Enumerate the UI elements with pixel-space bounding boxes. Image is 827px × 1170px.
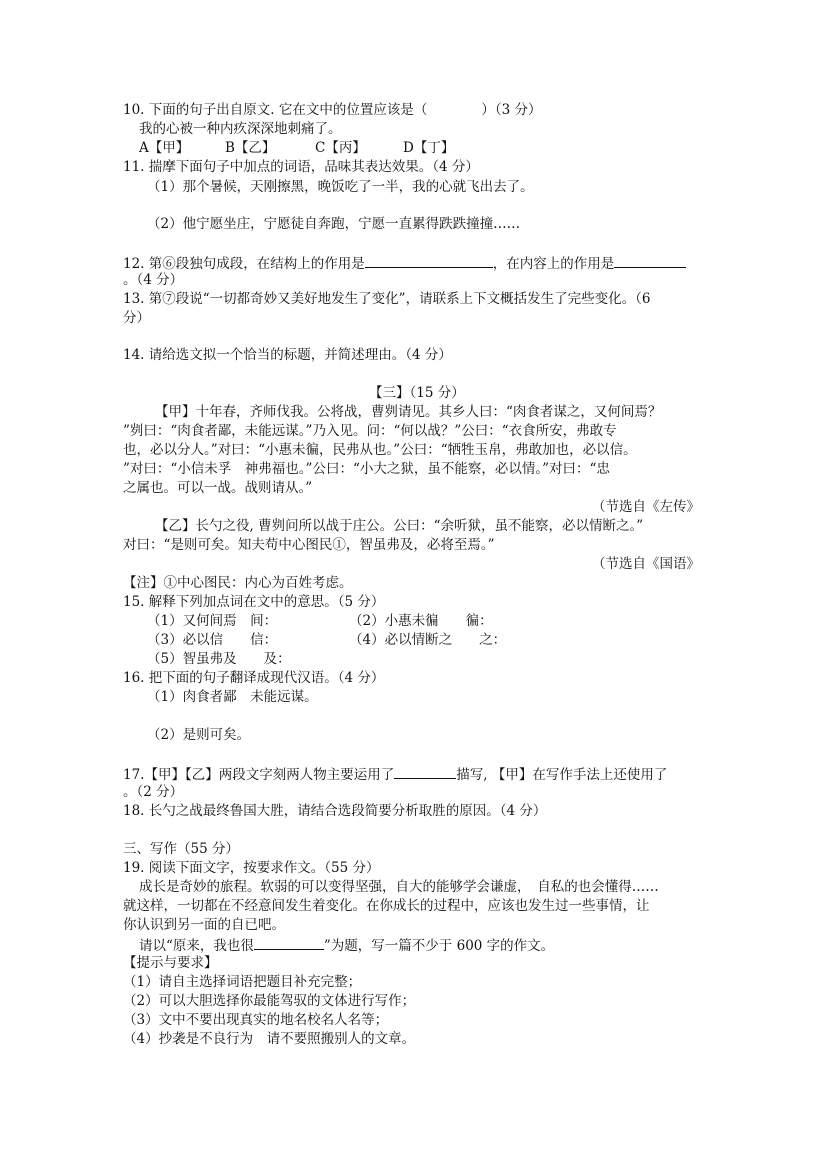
q12-blank-1 bbox=[365, 253, 493, 268]
q11-item-1: （1）那个暑候，天刚擦黑，晚饭吃了一半，我的心就飞出去了。 bbox=[147, 179, 534, 195]
q15-stem: 15. 解释下列加点词在文中的意思。（5 分） bbox=[123, 594, 385, 610]
q16-stem: 16. 把下面的句子翻译成现代汉语。（4 分） bbox=[123, 670, 385, 686]
passage-a-line-4: ”对曰：“小信未孚 神弗福也。”公曰：“小大之狱，虽不能察，必以情。”对曰：“忠 bbox=[123, 461, 610, 477]
q17-blank bbox=[394, 764, 456, 779]
passage-b-line-2: 对曰：“是则可矣。知夫苟中心图民①，智虽弗及，必将至焉。” bbox=[123, 537, 495, 553]
tip-2: （2）可以大胆选择你最能驾驭的文体进行写作； bbox=[123, 993, 416, 1009]
passage-a-source: （节选自《左传》 bbox=[592, 499, 700, 515]
q13-line-2: 分） bbox=[123, 310, 150, 326]
passage-a-line-5: 之属也。可以一战。战则请从。” bbox=[123, 480, 313, 496]
tips-title: 【提示与要求】 bbox=[123, 955, 218, 971]
q17-part-2: 描写, 【甲】在写作手法上还使用了 bbox=[456, 767, 668, 783]
section-3-title: 【三】（15 分） bbox=[369, 385, 465, 401]
q13-line-1: 13. 第⑦段说“一切都奇妙又美好地发生了变化”，请联系上下文概括发生了完些变化。（6 bbox=[123, 291, 651, 307]
q10-sentence: 我的心被一种内疚深深地刺痛了。 bbox=[139, 121, 342, 137]
q12-line bbox=[123, 253, 686, 273]
tip-3: （3）文中不要出现真实的地名校名人名等； bbox=[123, 1012, 389, 1028]
passage-a-line-2: ”刿曰：“肉食者鄙，未能远谋。”乃入见。问：“何以战？”公曰：“衣食所安，弗敢专 bbox=[123, 423, 617, 439]
q15-item-5: （5）智虽弗及 及： bbox=[147, 651, 291, 667]
passage-a-line-3: 也，必以分人。”对曰：“小惠未徧，民弗从也。”公曰：“牺牲玉帛，弗敢加也，必以信。 bbox=[123, 442, 637, 458]
option-d: D【丁】 bbox=[403, 140, 455, 156]
q19-title-blank bbox=[254, 935, 324, 950]
q12-part-1: 12. 第⑥段独句成段，在结构上的作用是 bbox=[123, 256, 365, 272]
option-b: B【乙】 bbox=[225, 140, 276, 156]
passage-b-line-1: 【乙】长勺之役, 曹刿问所以战于庄公。公曰：“余听狱，虽不能察，必以情断之。” bbox=[155, 518, 644, 534]
q18: 18. 长勺之战最终鲁国大胜，请结合选段简要分析取胜的原因。（4 分） bbox=[123, 803, 547, 819]
writing-section-title: 三、写作（55 分） bbox=[123, 841, 239, 857]
q11-stem: 11. 揣摩下面句子中加点的词语，品味其表达效果。（4 分） bbox=[123, 159, 479, 175]
passage-b-source: （节选自《国语》 bbox=[592, 556, 700, 572]
q15-item-4: （4）必以情断之 之： bbox=[349, 632, 507, 648]
q10-options bbox=[139, 139, 454, 157]
q19-title-instruction bbox=[139, 935, 554, 955]
q19-title-part-2: ”为题，写一篇不少于 600 字的作文。 bbox=[323, 938, 555, 954]
q19-paragraph-3: 你认识到另一面的自已吧。 bbox=[123, 917, 285, 933]
option-a: A【甲】 bbox=[139, 140, 190, 156]
q19-paragraph-1: 成长是奇妙的旅程。软弱的可以变得坚强，自大的能够学会谦虚， 自私的也会懂得…… bbox=[139, 879, 659, 895]
q12-blank-2 bbox=[614, 253, 686, 268]
q17-cont: 。（2 分） bbox=[123, 784, 184, 800]
q16-item-1: （1）肉食者鄙 未能远谋。 bbox=[147, 689, 318, 705]
q12-cont: 。（4 分） bbox=[123, 272, 184, 288]
q19-title-part-1: 请以“原来，我也很 bbox=[139, 938, 254, 954]
q12-part-2: ，在内容上的作用是 bbox=[492, 256, 615, 272]
tip-1: （1）请自主选择词语把题目补充完整； bbox=[123, 974, 362, 990]
annotation-note: 【注】①中心图民：内心为百姓考虑。 bbox=[123, 575, 353, 591]
passage-a-line-1: 【甲】十年春，齐师伐我。公将战，曹刿请见。其乡人曰：“肉食者谋之，又何间焉？ bbox=[155, 404, 662, 420]
q15-item-1: （1）又何间焉 间： bbox=[147, 613, 278, 629]
option-c: C【丙】 bbox=[315, 140, 366, 156]
q16-item-2: （2）是则可矣。 bbox=[147, 727, 251, 743]
q11-item-2: （2）他宁愿坐庄，宁愿徒自奔跑，宁愿一直累得跌跌撞撞…… bbox=[147, 216, 521, 232]
q10-stem: 10. 下面的句子出自原文. 它在文中的位置应该是（ ）（3 分） bbox=[123, 102, 542, 118]
q15-item-3: （3）必以信 信： bbox=[147, 632, 278, 648]
q19-paragraph-2: 就这样，一切都在不经意间发生着变化。在你成长的过程中，应该也发生过一些事情，让 bbox=[123, 898, 650, 914]
q17-line bbox=[123, 764, 667, 784]
tip-4: （4）抄袭是不良行为 请不要照搬别人的文章。 bbox=[123, 1031, 416, 1047]
q14: 14. 请给选文拟一个恰当的标题，并简述理由。（4 分） bbox=[123, 347, 452, 363]
q19-stem: 19. 阅读下面文字，按要求作文。（55 分） bbox=[123, 860, 380, 876]
q17-part-1: 17.【甲】【乙】两段文字刻两人物主要运用了 bbox=[123, 767, 395, 783]
q15-item-2: （2）小惠未徧 徧： bbox=[349, 613, 493, 629]
